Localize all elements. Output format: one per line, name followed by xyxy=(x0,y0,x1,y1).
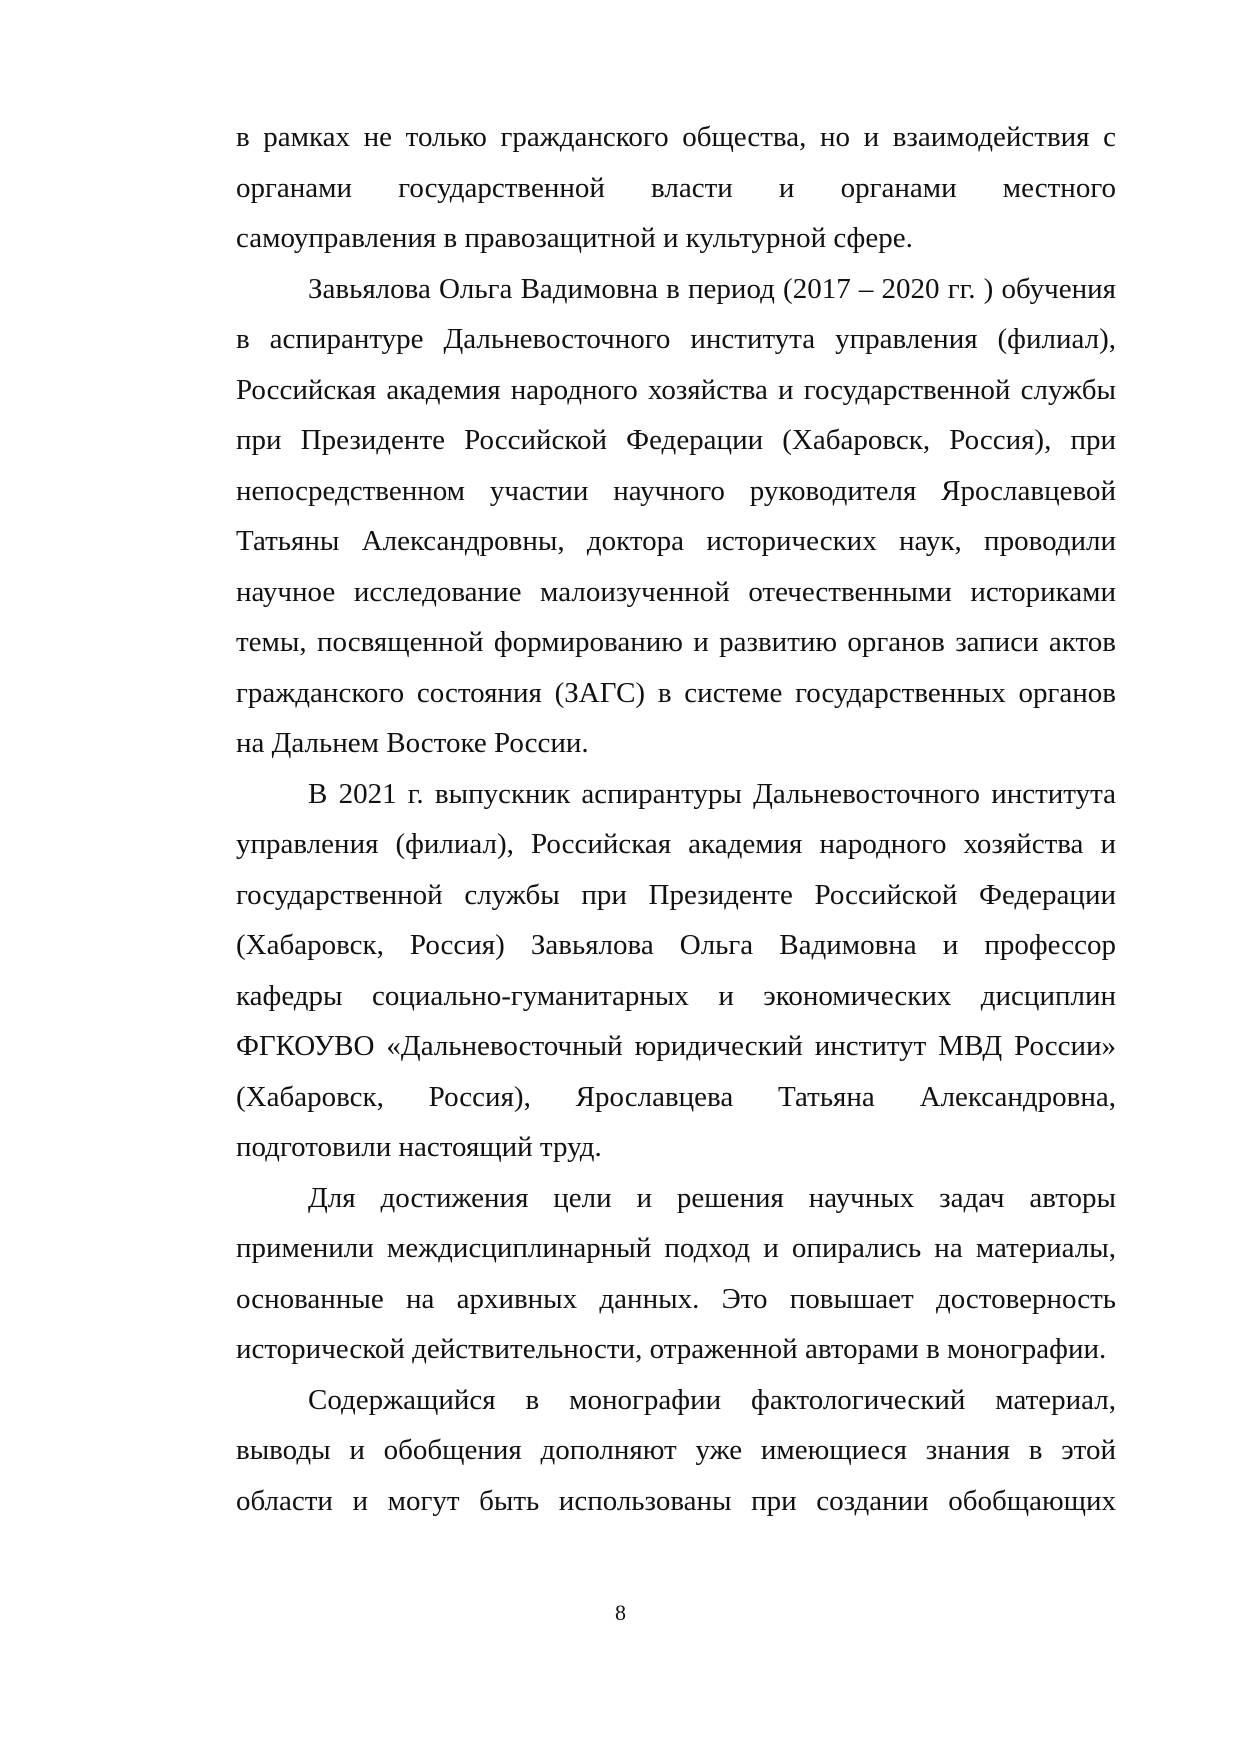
text-line: применили междисциплинарный подход и опирались на материалы, xyxy=(236,1232,1116,1264)
text-line: на Дальнем Востоке России. xyxy=(236,727,589,759)
text-line: ФГКОУВО «Дальневосточный юридический институт МВД России» xyxy=(236,1030,1116,1062)
text-line: Российская академия народного хозяйства и государственной службы xyxy=(236,373,1116,406)
text-line: В 2021 г. выпускник аспирантуры Дальневосточного института xyxy=(308,777,1116,810)
text-line: темы, посвященной формированию и развитию органов записи актов xyxy=(236,626,1116,658)
text-line: исторической действительности, отраженной авторами в монографии. xyxy=(236,1333,1107,1365)
text-line: основанные на архивных данных. Это повышает достоверность xyxy=(236,1282,1116,1315)
body-text xyxy=(236,112,1116,1526)
text-line: Содержащийся в монографии фактологический материал, xyxy=(308,1383,1116,1416)
text-line: государственной службы при Президенте Российской Федерации xyxy=(236,878,1116,911)
text-line: самоуправления в правозащитной и культурной сфере. xyxy=(236,222,913,254)
text-line: Татьяны Александровны, доктора исторических наук, проводили xyxy=(236,525,1116,557)
text-line: научное исследование малоизученной отечественными историками xyxy=(236,575,1116,608)
page-number: 8 xyxy=(615,1600,626,1625)
text-line: Завьялова Ольга Вадимовна в период (2017 – 2020 гг. ) обучения xyxy=(308,272,1116,305)
text-line: подготовили настоящий труд. xyxy=(236,1131,602,1163)
text-line: органами государственной власти и органами местного xyxy=(236,171,1116,204)
text-line: при Президенте Российской Федерации (Хабаровск, Россия), при xyxy=(236,424,1116,456)
text-line: гражданского состояния (ЗАГС) в системе государственных органов xyxy=(236,676,1116,709)
text-line: Для достижения цели и решения научных задач авторы xyxy=(308,1181,1116,1214)
text-line: в аспирантуре Дальневосточного института управления (филиал), xyxy=(236,323,1116,355)
text-line: области и могут быть использованы при создании обобщающих xyxy=(236,1484,1116,1517)
text-line: непосредственном участии научного руководителя Ярославцевой xyxy=(236,474,1116,507)
text-line: (Хабаровск, Россия) Завьялова Ольга Вадимовна и профессор xyxy=(236,929,1116,961)
text-line: кафедры социально-гуманитарных и экономических дисциплин xyxy=(236,979,1116,1012)
text-line: выводы и обобщения дополняют уже имеющиеся знания в этой xyxy=(236,1434,1116,1466)
text-line: (Хабаровск, Россия), Ярославцева Татьяна Александровна, xyxy=(236,1080,1116,1113)
text-line: управления (филиал), Российская академия народного хозяйства и xyxy=(236,828,1116,860)
text-line: в рамках не только гражданского общества, но и взаимодействия с xyxy=(236,121,1116,153)
